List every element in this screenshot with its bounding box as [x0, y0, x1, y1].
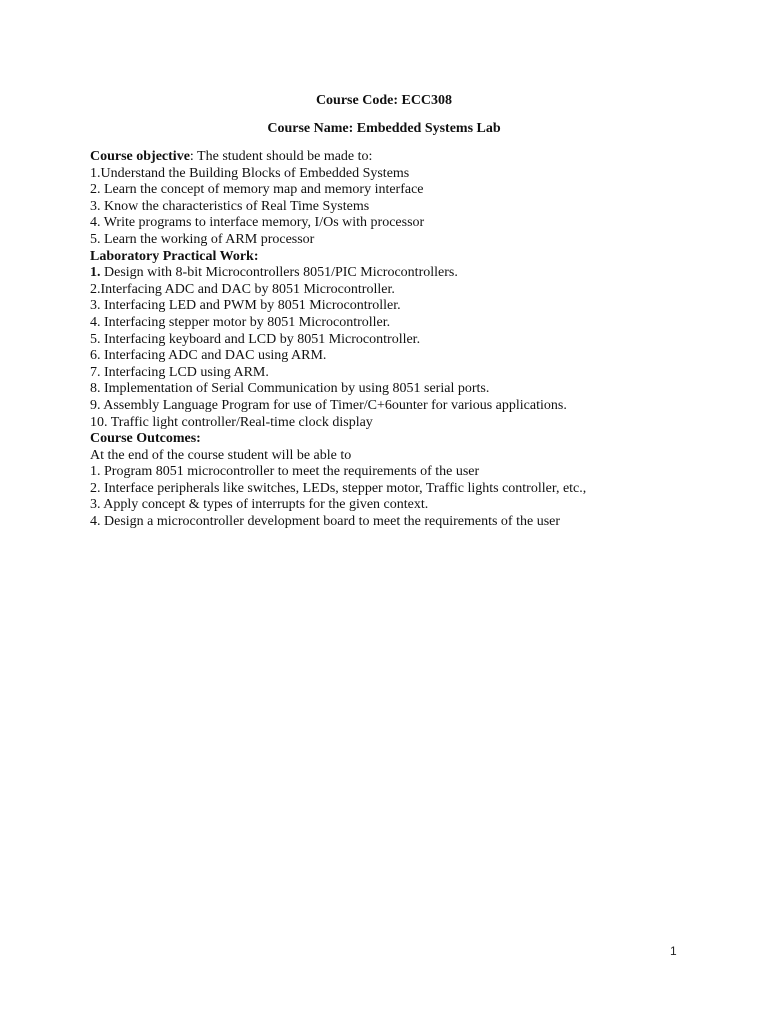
- lab-item: [90, 265, 710, 282]
- lab-item: 10. Traffic light controller/Real-time clock display: [90, 414, 373, 430]
- objective-item: 2. Learn the concept of memory map and memory interface: [90, 182, 424, 198]
- lab-item-text: Design with 8-bit Microcontrollers 8051/PIC Microcontrollers.: [100, 265, 458, 281]
- objective-line: [90, 149, 710, 166]
- lab-item: 5. Interfacing keyboard and LCD by 8051 Microcontroller.: [90, 331, 421, 347]
- lab-item: 7. Interfacing LCD using ARM.: [90, 364, 269, 380]
- lab-item: 3. Interfacing LED and PWM by 8051 Microcontroller.: [90, 298, 401, 314]
- objective-item: 4. Write programs to interface memory, I/Os with processor: [90, 215, 425, 231]
- page-number: 1: [670, 944, 677, 958]
- outcome-item: 3. Apply concept & types of interrupts for the given context.: [90, 497, 429, 513]
- objective-intro: : The student should be made to:: [189, 149, 373, 164]
- document-body: [90, 149, 710, 531]
- objective-label: Course objective: [90, 149, 190, 164]
- outcome-item: 4. Design a microcontroller development board to meet the requirements of the user: [90, 514, 561, 530]
- outcomes-heading: Course Outcomes:: [90, 431, 201, 447]
- lab-item-number: 1.: [90, 265, 101, 281]
- lab-item: 6. Interfacing ADC and DAC using ARM.: [90, 348, 327, 364]
- objective-item: 3. Know the characteristics of Real Time Systems: [90, 198, 370, 214]
- lab-item: 8. Implementation of Serial Communication by using 8051 serial ports.: [90, 381, 490, 397]
- course-code-heading: Course Code: ECC308: [315, 93, 453, 108]
- outcome-item: 1. Program 8051 microcontroller to meet the requirements of the user: [90, 464, 480, 480]
- outcomes-intro: At the end of the course student will be able to: [90, 447, 352, 463]
- objective-item: 1.Understand the Building Blocks of Embedded Systems: [90, 165, 410, 181]
- lab-item: 9. Assembly Language Program for use of Timer/C+6ounter for various applications.: [90, 397, 567, 413]
- lab-item: 2.Interfacing ADC and DAC by 8051 Microcontroller.: [90, 281, 395, 297]
- lab-heading: Laboratory Practical Work:: [90, 248, 259, 264]
- course-name-heading: Course Name: Embedded Systems Lab: [267, 121, 501, 136]
- lab-item: 4. Interfacing stepper motor by 8051 Microcontroller.: [90, 314, 391, 330]
- objective-item: 5. Learn the working of ARM processor: [90, 231, 315, 247]
- outcome-item: 2. Interface peripherals like switches, LEDs, stepper motor, Traffic lights controller, etc.,: [90, 480, 587, 496]
